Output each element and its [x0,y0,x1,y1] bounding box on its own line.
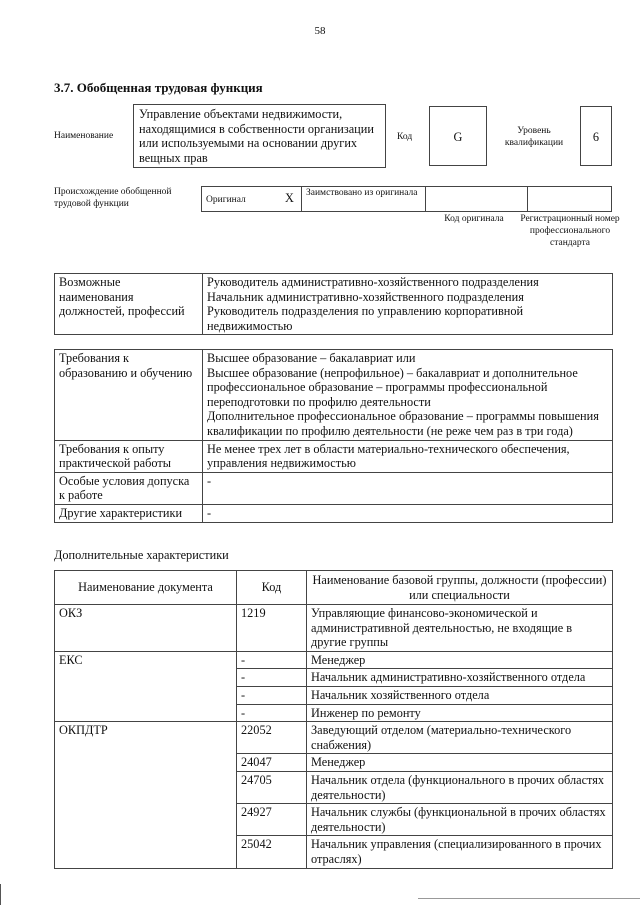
requirement-label: Особые условия допуска к работе [55,472,203,504]
row-name: Инженер по ремонту [307,704,613,722]
origin-divider-2 [425,187,426,211]
requirement-value: - [203,472,613,504]
name-value-box [133,104,386,168]
row-name: Начальник хозяйственного отдела [307,686,613,704]
row-name: Менеджер [307,754,613,772]
additional-header-row [55,571,613,605]
doc-okz: ОКЗ [55,605,237,652]
code-original-caption: Код оригинала [444,214,504,224]
row-code: - [237,669,307,687]
row-name: Начальник управления (специализированного в прочих отраслях) [307,836,613,868]
table-row [55,651,613,669]
code-label: Код [397,132,413,142]
scan-edge-mark [0,884,9,905]
row-code: 24705 [237,771,307,803]
row-name: Заведующий отделом (материально-технического снабжения) [307,722,613,754]
positions-row [55,274,613,335]
origin-label: Происхождение обобщенной трудовой функции [54,187,172,209]
page-number: 58 [314,25,326,37]
borrowed-label: Заимствовано из оригинала [306,188,418,198]
scan-bottom-line [418,898,640,900]
row-name: Начальник службы (функциональной в прочих областях деятельности) [307,804,613,836]
original-label: Оригинал [206,195,246,205]
row-name: Менеджер [307,651,613,669]
name-value: Управление объектами недвижимости, находящимися в собственности организации или используемыми на основании других вещных прав [139,107,374,165]
position-item: Руководитель административно-хозяйственного подразделения [207,275,539,289]
positions-label: Возможные наименования должностей, профессий [55,274,203,335]
name-label: Наименование [54,131,114,141]
requirement-row [55,350,613,441]
position-item: Руководитель подразделения по управлению корпоративной недвижимостью [207,304,524,333]
requirement-value: Не менее трех лет в области материально-технического обеспечения, управления недвижимостью [203,440,613,472]
position-item: Начальник административно-хозяйственного подразделения [207,289,524,304]
additional-title: Дополнительные характеристики [54,548,229,562]
row-code: 24927 [237,804,307,836]
table-row [55,722,613,754]
section-title: 3.7. Обобщенная трудовая функция [54,80,263,95]
row-code: - [237,651,307,669]
doc-eks: ЕКС [55,651,237,721]
requirement-label: Требования к образованию и обучению [55,350,203,441]
origin-divider-1 [301,187,302,211]
requirement-row [55,504,613,522]
row-code: 1219 [237,605,307,652]
requirement-row [55,440,613,472]
positions-table [54,273,613,335]
requirement-values [203,350,613,441]
header-name: Наименование базовой группы, должности (профессии) или специальности [307,571,613,605]
doc-okpdtr: ОКПДТР [55,722,237,868]
level-value-box [580,106,612,166]
row-name: Начальник отдела (функционального в прочих областях деятельности) [307,771,613,803]
row-code: 22052 [237,722,307,754]
requirements-table [54,349,613,523]
level-value: 6 [592,130,600,144]
requirement-value: - [203,504,613,522]
requirement-label: Другие характеристики [55,504,203,522]
header-doc: Наименование документа [55,571,237,605]
requirement-row [55,472,613,504]
row-code: - [237,704,307,722]
row-code: - [237,686,307,704]
additional-table [54,570,613,869]
requirement-item: Высшее образование – бакалавриат или [207,351,416,365]
code-value-box [429,106,487,166]
requirement-item: Высшее образование (непрофильное) – бакалавриат и дополнительное профессиональное образование – программы профессиональной переподготовки по профилю деятельности [207,365,578,409]
row-code: 25042 [237,836,307,868]
header-code: Код [237,571,307,605]
reg-number-caption: Регистрационный номер профессионального стандарта [520,214,620,248]
row-name: Управляющие финансово-экономической и административной деятельностью, не входящие в другие группы [307,605,613,652]
origin-divider-3 [527,187,528,211]
row-code: 24047 [237,754,307,772]
table-row [55,605,613,652]
requirement-label: Требования к опыту практической работы [55,440,203,472]
row-name: Начальник административно-хозяйственного отдела [307,669,613,687]
original-mark: X [285,191,294,205]
requirement-item: Дополнительное профессиональное образование – программы повышения квалификации по профилю деятельности (не реже чем раз в три года) [207,409,599,438]
code-value: G [453,130,463,144]
level-label: Уровень квалификации [504,126,564,148]
positions-values [203,274,613,335]
